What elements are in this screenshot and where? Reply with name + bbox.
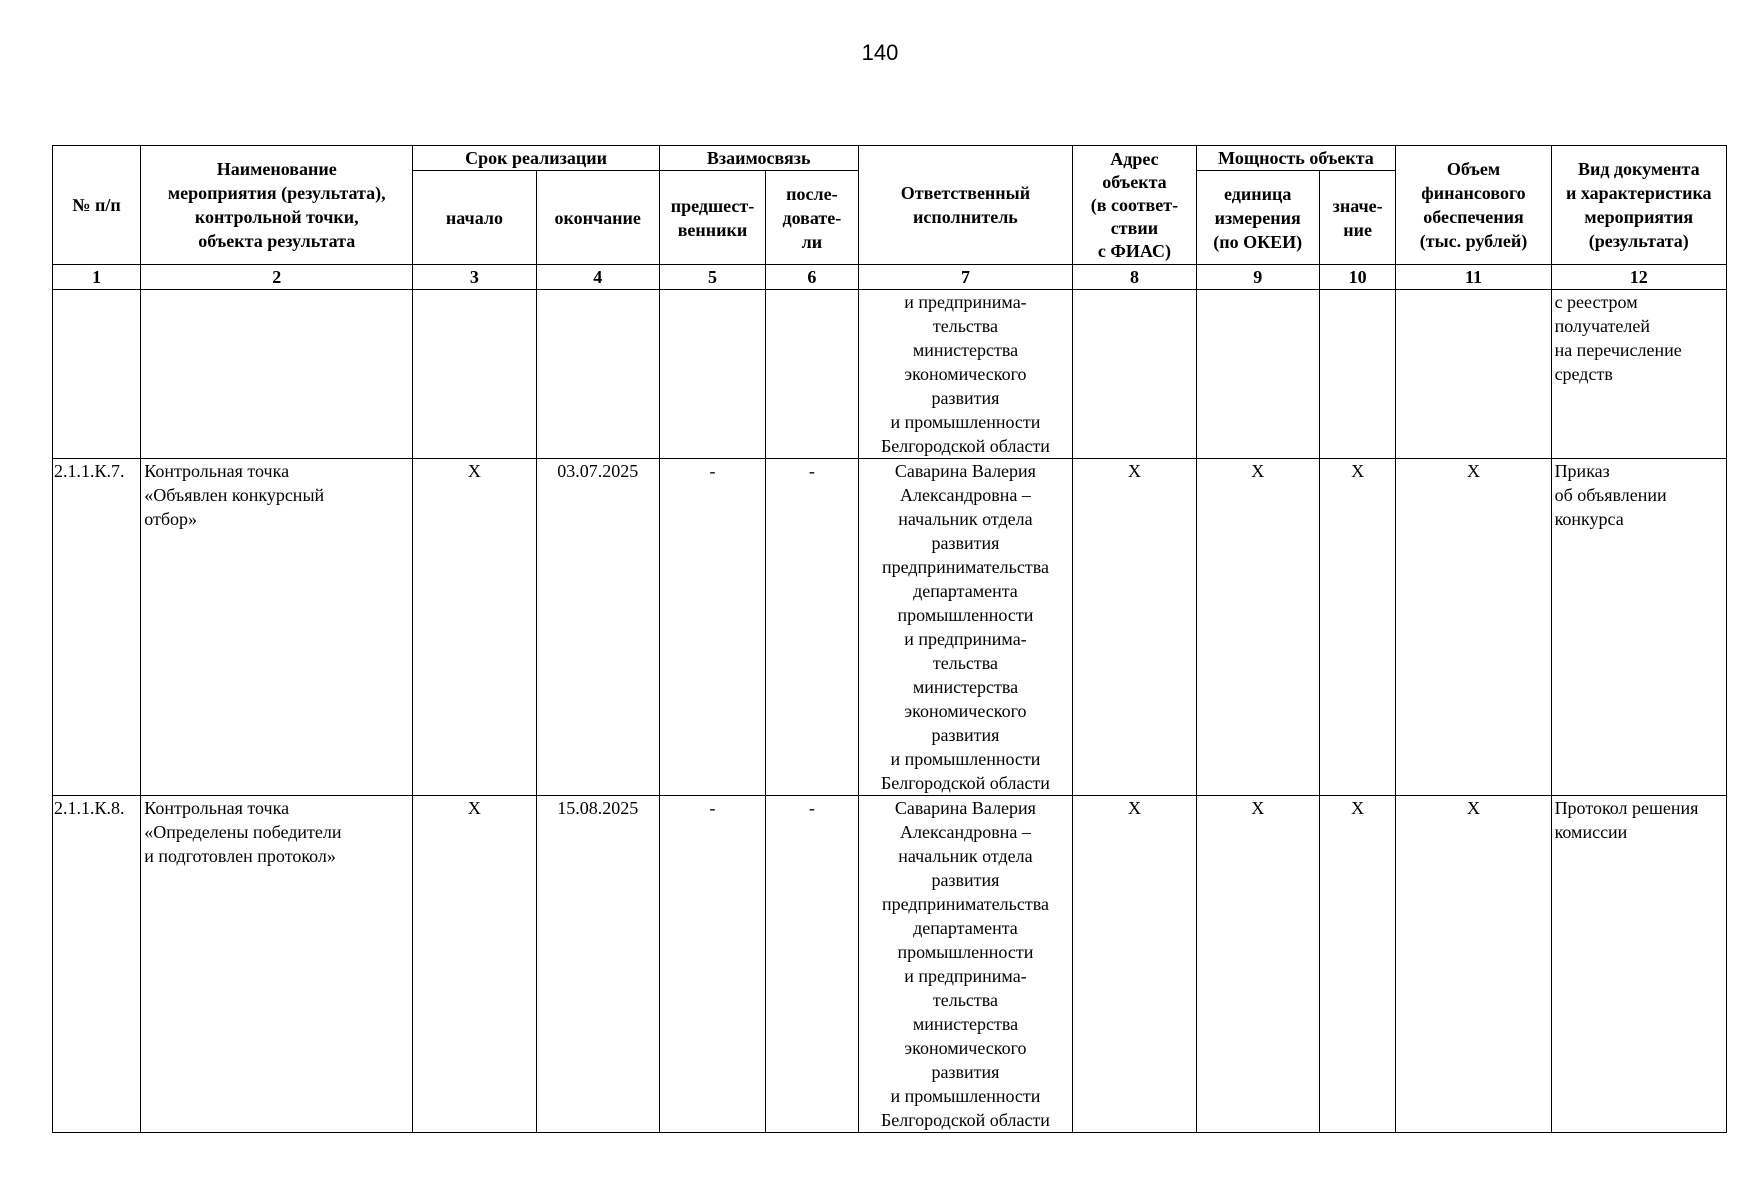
cell-name: Контрольная точка «Определены победители и подготовлен протокол» [141,796,413,1133]
header-responsible: Ответственный исполнитель [858,146,1073,265]
cell-predecessors [659,290,765,459]
cell-document: с реестром получателей на перечисление средств [1551,290,1726,459]
cell-value: Х [1319,459,1396,796]
cell-financing: Х [1396,459,1551,796]
cell-unit [1196,290,1319,459]
cell-predecessors: - [659,796,765,1133]
header-num: № п/п [53,146,141,265]
cell-successors [766,290,858,459]
header-predecessors: предшест- венники [659,171,765,265]
header-group-link: Взаимосвязь [659,146,858,171]
cell-start: Х [413,796,536,1133]
column-number: 4 [536,265,659,290]
header-end: окончание [536,171,659,265]
cell-predecessors: - [659,459,765,796]
plan-table [52,145,1727,1133]
column-number: 9 [1196,265,1319,290]
cell-name [141,290,413,459]
header-name: Наименование мероприятия (результата), контрольной точки, объекта результата [141,146,413,265]
cell-num: 2.1.1.К.7. [53,459,141,796]
header-document: Вид документа и характеристика мероприятия (результата) [1551,146,1726,265]
cell-successors: - [766,459,858,796]
header-unit: единица измерения (по ОКЕИ) [1196,171,1319,265]
cell-start [413,290,536,459]
column-number: 11 [1396,265,1551,290]
cell-start: Х [413,459,536,796]
header-successors: после- довате- ли [766,171,858,265]
column-number: 2 [141,265,413,290]
cell-financing: Х [1396,796,1551,1133]
header-start: начало [413,171,536,265]
cell-document: Приказ об объявлении конкурса [1551,459,1726,796]
cell-end [536,290,659,459]
cell-responsible: Саварина Валерия Александровна – начальник отдела развития предпринимательства департамента промышленности и предпринима- тельства министерства экономического развития и промышленности Белгородской области [858,796,1073,1133]
column-number: 10 [1319,265,1396,290]
cell-num: 2.1.1.К.8. [53,796,141,1133]
header-address: Адрес объекта (в соответ- ствии с ФИАС) [1073,146,1196,265]
cell-document: Протокол решения комиссии [1551,796,1726,1133]
table-row [53,459,1727,796]
table-row [53,290,1727,459]
cell-address: Х [1073,459,1196,796]
page-number: 140 [861,40,899,65]
cell-num [53,290,141,459]
cell-unit: Х [1196,459,1319,796]
table-row [53,796,1727,1133]
cell-end: 03.07.2025 [536,459,659,796]
column-number: 5 [659,265,765,290]
column-number: 12 [1551,265,1726,290]
cell-successors: - [766,796,858,1133]
cell-financing [1396,290,1551,459]
cell-value [1319,290,1396,459]
header-financing: Объем финансового обеспечения (тыс. рублей) [1396,146,1551,265]
column-number: 6 [766,265,858,290]
header-group-capacity: Мощность объекта [1196,146,1396,171]
column-number: 8 [1073,265,1196,290]
column-number: 1 [53,265,141,290]
cell-name: Контрольная точка «Объявлен конкурсный отбор» [141,459,413,796]
column-number: 7 [858,265,1073,290]
cell-address [1073,290,1196,459]
header-group-term: Срок реализации [413,146,660,171]
cell-responsible: Саварина Валерия Александровна – начальник отдела развития предпринимательства департамента промышленности и предпринима- тельства министерства экономического развития и промышленности Белгородской области [858,459,1073,796]
cell-value: Х [1319,796,1396,1133]
cell-responsible: и предпринима- тельства министерства экономического развития и промышленности Белгородской области [858,290,1073,459]
cell-address: Х [1073,796,1196,1133]
column-number: 3 [413,265,536,290]
cell-end: 15.08.2025 [536,796,659,1133]
header-value: значе- ние [1319,171,1396,265]
cell-unit: Х [1196,796,1319,1133]
